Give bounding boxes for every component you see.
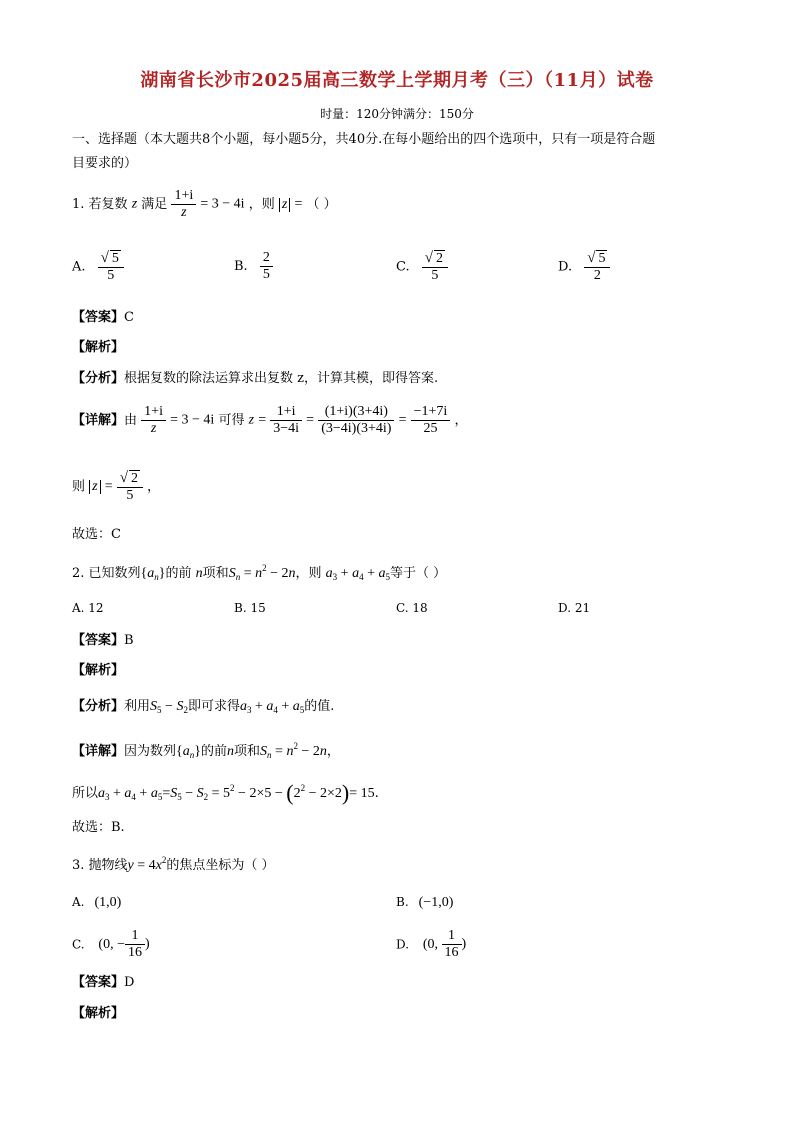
- q3-option-b: B. (−1,0): [396, 895, 454, 910]
- q2-option-d: D. 21: [558, 601, 591, 615]
- q1-analysis-label: 【解析】: [72, 340, 125, 355]
- q2-calculation: 所以$a_3 + a_4 + a_5=S_5 - S_2 = 5^2 - 2\times 5 - (2^2 - 2\times 2)= 15$.: [72, 780, 379, 805]
- q1-choice: 故选：C: [72, 527, 121, 542]
- q2-option-b: B. 15: [234, 601, 266, 615]
- q2-choice: 故选：B.: [72, 820, 125, 835]
- section-heading-line1: 一、选择题（本大题共8个小题，每小题5分，共40分.在每小题给出的四个选项中，只有一项是符合题: [72, 132, 656, 147]
- q2-option-a: A. 12: [72, 601, 104, 615]
- q3-option-c: C. (0, − $\frac{1}{16}$ ): [72, 928, 150, 961]
- q3-option-a: A. (1,0): [72, 895, 122, 910]
- q2-option-c: C. 18: [396, 601, 428, 615]
- q1-answer: 【答案】C: [72, 310, 134, 325]
- q1-condition-fraction: $\frac{1+i}{z}$: [171, 188, 196, 221]
- q1-detail: 【详解】由 $\frac{1+i}{z}$ = 3 − 4i 可得 z = $\frac{1+i}{3-4i}$ = $\frac{(1+i)(3+4i)}{(3-4i)(3+4i)}$ = $\frac{-1+7i}{25}$ ，: [72, 404, 468, 437]
- abs-z: z: [279, 198, 290, 212]
- exam-info: 时量：120分钟满分：150分: [320, 107, 474, 121]
- section-heading-line2: 目要求的）: [72, 156, 138, 171]
- q1-option-d: D. $\frac{√ 5}{2}$: [558, 250, 610, 284]
- q3-option-d: D. (0, $\frac{1}{16}$ ): [396, 928, 467, 961]
- q2-analysis-label: 【解析】: [72, 663, 125, 678]
- q2-answer: 【答案】B: [72, 633, 134, 648]
- question-3-stem: 3. 抛物线$y = 4x^2$的焦点坐标为（ ）: [72, 855, 275, 873]
- question-1-stem: 1. 若复数 z 满足 $\frac{1+i}{z}$ = 3 − 4i ，则 z = （ ）: [72, 188, 337, 221]
- q2-detail: 【详解】因为数列$\{a_n\}$的前n项和$S_n = n^2 - 2n$，: [72, 741, 340, 760]
- q3-analysis-label: 【解析】: [72, 1006, 125, 1021]
- q1-option-b: B. $\frac{2}{5}$: [234, 250, 273, 283]
- q1-option-c: C. $\frac{√ 2}{5}$: [396, 250, 448, 284]
- question-2-stem: 2. 已知数列$\{a_n\}$的前 n项和$S_n = n^2 - 2n$，则 $a_3 + a_4 + a_5$等于（ ）: [72, 563, 447, 582]
- q1-fenxi: 【分析】根据复数的除法运算求出复数 z，计算其模，即得答案.: [72, 371, 439, 386]
- page-title: 湖南省长沙市2025届高三数学上学期月考（三）（11月）试卷: [140, 70, 654, 91]
- q1-modulus: 则 z = $\frac{√ 2}{5}$ ，: [72, 470, 161, 504]
- q1-option-a: A. $\frac{√ 5}{5}$: [72, 250, 124, 284]
- q2-fenxi: 【分析】利用$S_5 - S_2$即可求得$a_3 + a_4 + a_5$的值.: [72, 699, 335, 715]
- q3-answer: 【答案】D: [72, 975, 135, 990]
